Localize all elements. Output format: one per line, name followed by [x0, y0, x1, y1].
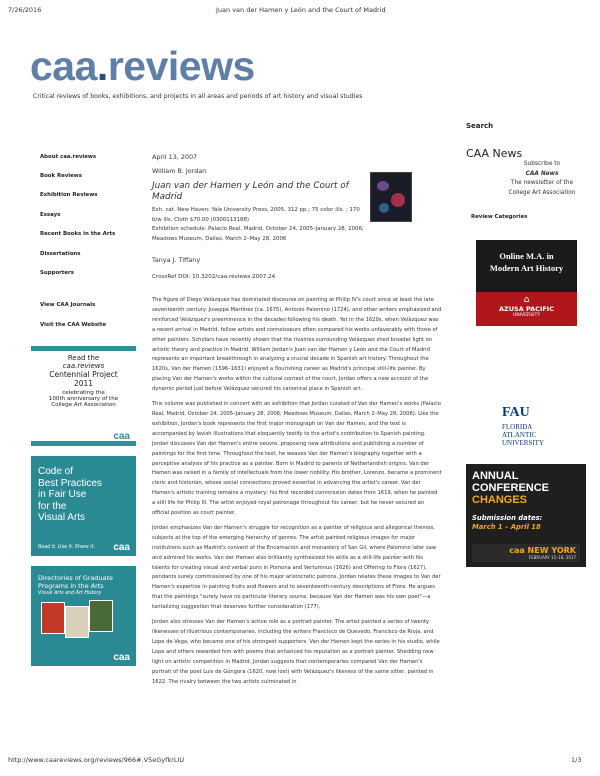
pub-info: Exh. cat. New Haven: Yale University Press, 2005. 312 pp.; 75 color ills. ; 170 b/w ills. Cloth $70.00 (0300113188) — [152, 207, 360, 223]
conference-ad[interactable] — [466, 464, 586, 567]
body-paragraph: Jordan emphasizes Van der Hamen's struggle for recognition as a painter of religious and allegorical themes, subjects at the top of the emerging hierarchy of genres. The artist painted religious images for major institutions such as Madrid's convent of the Encarnación and monastery of San Gil, where Palomino later saw and admired his works. Van der Hamen also brilliantly synthesized his skills as a still-life painter with his talents for creating visual and verbal puns in Pomona and Vertumnus (1626) and Offering to Flora (1627), pendants surely commissioned by one of his major aristocratic patrons. Jordan relates these images to Van der Hamen's expertise in painting fruits and flowers and to seventeenth-century descriptions of Flora. He argues that the paintings "surely have no particular literary source, because Van der Hamen was his own poet"—a tantalizing suggestion that deserves further consideration (177). — [152, 524, 441, 611]
fau-l3: UNIVERSITY — [502, 439, 544, 447]
caa-mark-icon: caa — [113, 652, 130, 663]
subscribe-line: The newsletter of the — [510, 180, 574, 186]
caa-news-heading: CAA News — [466, 147, 523, 160]
centennial-l2: caa.reviews — [62, 362, 105, 370]
nav-dissertations[interactable]: Dissertations — [40, 251, 81, 257]
fau-l1: FLORIDA — [502, 423, 533, 431]
doi[interactable]: CrossRef DOI: 10.3202/caa.reviews.2007.24 — [152, 274, 276, 280]
apu-brand: AZUSA PACIFIC — [498, 305, 554, 313]
apu-line1: Online M.A. in — [499, 251, 554, 261]
apu-line2: Modern Art History — [489, 263, 564, 273]
body-paragraph: The figure of Diego Velázquez has dominated discourse on painting at Philip IV's court since at least the late seventeenth century. Juseppe Martínez (ca. 1675), Antonio Palomino (1724), and other writers emphasized and reinforced Velázquez's preeminence in the decades following his death. Yet in the 1620s, when Velázquez was a recent arrival in Madrid, fellow artists and connoisseurs often compared his works unfavorably with those of other painters. Scholars have recently shown that the rivalries surrounding Velázquez shed broader light on artistic theory and practice in Madrid. William Jordan's Juan van der Hamen y León and the Court of Madrid represents an important breakthrough in analyzing a crucial decade in Spanish art history. Throughout the 1620s, Van der Hamen (1596–1631) enjoyed a flourishing career as Madrid's principal still-life painter. By placing Van der Hamen's works within the cultural context of the court, Jordan offers a new account of the dynamic period just before Velázquez secured his canonical place in Spanish art. — [152, 297, 442, 393]
logo-main: caa — [30, 43, 97, 89]
body-paragraph: This volume was published in concert with an exhibition that Jordan curated of Van der Hamen's works (Palacio Real, Madrid, October 24, 2005–January 28, 2006; Meadows Museum, Dallas, March 2–May 28, 2006). Like the exhibition, Jordan's book represents the first major monograph on Van der Hamen, and the text is accompanied by lavish illustrations that eloquently testify to the artist's contribution to Spanish painting. Jordan discusses Van der Hamen's entire oeuvre, proposing new attributions and publishing a number of paintings for the first time. Throughout the text, he weaves Van der Hamen's biography together with a perceptive analysis of his practice as a painter. Born in Madrid to parents of Netherlandish origins, Van der Hamen was raised in a family of intellectuals from the lower nobility. His brother, Lorenzo, became a prominent cleric and historian, whose social connections proved essential in advancing the artist's career. Van der Hamen's artistic training remains a mystery; his first recorded commission dates from 1619, when he painted a still life for Philip III. The artist enjoyed royal patronage throughout his career, but he never secured an official position as court painter. — [152, 401, 442, 517]
nav-caa-journals[interactable]: View CAA Journals — [40, 302, 96, 308]
grad-l1: Directories of Graduate — [38, 574, 113, 582]
centennial-l7: College Art Association — [51, 402, 116, 408]
fairuse-l2: Best Practices — [38, 477, 102, 489]
grad-l2: Programs in the Arts — [38, 582, 104, 590]
print-title: Juan van der Hamen y León and the Court of Madrid — [216, 6, 386, 14]
fau-mark: FAU — [502, 405, 530, 420]
nav-exhibition-reviews[interactable]: Exhibition Reviews — [40, 192, 98, 198]
nav-caa-website[interactable]: Visit the CAA Website — [40, 322, 107, 328]
review-date: April 13, 2007 — [152, 153, 198, 161]
fairuse-l6: Read it. Use it. Share it. — [38, 545, 96, 550]
directory-cover-image — [65, 606, 89, 638]
directory-cover-image — [89, 600, 113, 632]
search-link[interactable]: Search — [466, 122, 494, 130]
conf-l6: caa NEW YORK — [509, 546, 576, 555]
fairuse-l3: in Fair Use — [38, 489, 87, 500]
conf-l1: ANNUAL — [472, 470, 519, 482]
nav-recent-books[interactable]: Recent Books in the Arts — [40, 231, 116, 237]
logo-dot: . — [96, 43, 108, 89]
conf-l4: Submission dates: — [472, 514, 543, 522]
apu-ad[interactable] — [476, 240, 577, 326]
conf-l5: March 1 – April 18 — [472, 522, 541, 531]
reviewer-name: Tanya J. Tiffany — [152, 256, 201, 264]
print-date: 7/26/2016 — [8, 6, 42, 14]
directory-cover-image — [41, 602, 65, 634]
conf-l3: CHANGES — [472, 494, 528, 506]
fairuse-l4: for the — [38, 500, 67, 512]
subscribe-line: Subscribe to — [523, 161, 561, 167]
caa-mark-icon: caa — [113, 431, 130, 442]
centennial-l5: celebrating the — [62, 390, 105, 396]
fairuse-l1: Code of — [38, 466, 74, 477]
grad-directory-ad[interactable] — [31, 566, 136, 666]
nav-about[interactable]: About caa.reviews — [40, 154, 97, 160]
nav-supporters[interactable]: Supporters — [40, 270, 74, 276]
centennial-l1: Read the — [67, 354, 100, 362]
news-subscribe[interactable] — [497, 160, 587, 198]
book-cover-image — [370, 172, 412, 222]
centennial-ad[interactable] — [31, 346, 136, 446]
body-paragraph: Jordan also stresses Van der Hamen's active role as a portrait painter. The artist painted a series of twenty likenesses of illustrious contemporaries, including the writers Francisco de Quevedo, Francisco de Rioja, and Lope de Vega, who became one of his strongest supporters. Van der Hamen kept the series in his studio, while Lope and others rewarded him with poems that enhanced his reputation as a portrait painter. Shedding new light on artistic competition in Madrid, Jordan suggests that contemporaries compared Van der Hamen's portrait of the poet Luis de Góngora (1620, now lost) with Velázquez's likeness of the same sitter, painted in 1622. The rivalry between the two artists culminated in — [152, 619, 440, 685]
site-logo[interactable] — [30, 43, 255, 89]
nav-book-reviews[interactable]: Book Reviews — [40, 173, 82, 179]
book-title: Juan van der Hamen y León and the Court of Madrid — [152, 181, 349, 202]
nav-essays[interactable]: Essays — [40, 212, 61, 218]
grad-l3: Visual Arts and Art History — [38, 591, 102, 596]
logo-tail: reviews — [107, 43, 255, 89]
caa-mark-icon: caa — [113, 542, 130, 553]
fair-use-ad[interactable] — [31, 456, 136, 556]
apu-logo-icon: ⌂ — [523, 295, 530, 305]
centennial-l4: 2011 — [73, 379, 94, 388]
fau-l2: ATLANTIC — [502, 431, 537, 439]
review-author: William B. Jordan — [152, 167, 207, 175]
centennial-l6: 100th anniversary of the — [48, 396, 119, 402]
fairuse-l5: Visual Arts — [38, 512, 86, 523]
subscribe-line: College Art Association — [508, 189, 576, 196]
footer-page: 1/3 — [571, 756, 582, 764]
site-tagline: Critical reviews of books, exhibitions, and projects in all areas and periods of art history and visual studies — [33, 93, 363, 100]
review-categories-link[interactable]: Review Categories — [471, 214, 528, 220]
exhibition-schedule: Exhibition schedule: Palacio Real, Madrid, October 24, 2005–January 28, 2006; Meadows Museum, Dallas, March 2–May 28, 2006 — [152, 226, 364, 242]
footer-url[interactable]: http://www.caareviews.org/reviews/966#.V5eGyfkrLIU — [8, 756, 185, 764]
apu-sub: UNIVERSITY — [512, 313, 541, 318]
centennial-l3: Centennial Project — [49, 370, 118, 379]
subscribe-line: CAA News — [525, 170, 559, 177]
fau-ad[interactable] — [476, 393, 577, 463]
review-body — [152, 296, 442, 692]
conf-l7: FEBRUARY 15–18, 2017 — [528, 555, 576, 560]
conf-l2: CONFERENCE — [472, 482, 550, 494]
